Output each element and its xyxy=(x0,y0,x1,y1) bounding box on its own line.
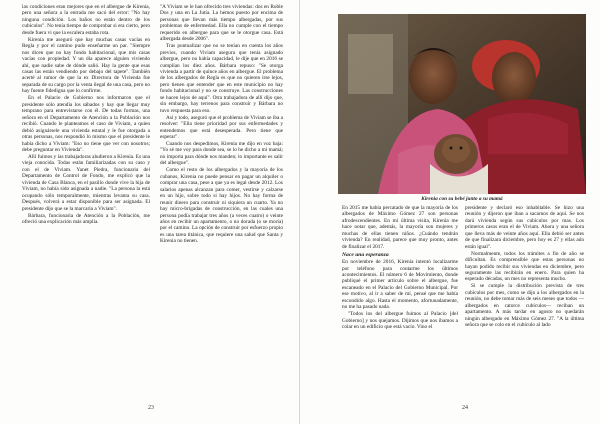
paragraph: Así y todo, aseguró que el problema de Viviam se iba a resolver: "Ella tiene prioridad por sus enfermedades y entendemos que está desesperada. Pero tiene que esperar". xyxy=(160,114,283,141)
paragraph: las condiciones eran mejores que en el albergue de Kirenia, pero una señora a la entrada me sacó del error: "No hay ninguna condición. Los baños no están dentro de los cubículos". No tenía tiempo de comprobar si era cierto, pero desde fuera vi que la escalera estaba rota. xyxy=(22,4,150,36)
page-number-right: 24 xyxy=(462,405,468,411)
paragraph: Normalmente, todos los trámites a fin de año se dificultan. Es comprensible que estas personas no hayan podido recibir sus viviendas en diciembre, pero seguramente las recibirán en enero. Para quien ha esperado décadas, un mes no representa mucho. xyxy=(465,250,584,283)
photo-image xyxy=(338,14,586,194)
page-number-left: 23 xyxy=(148,405,154,411)
right-column-1 xyxy=(342,205,458,383)
paragraph: presidente y declaró eso inhabitable. Se hizo una reunión y dijeron que iban a sacarnos de aquí. Se nos dará vivienda según sus cubículos por mas. Los primeros casos eran el de Viviam. Ahora y una señora que lleva más de veinte años aquí. Ella debió ser antes de que finalizara diciembre, pero hoy es 27 y ellas aún están igual". xyxy=(465,205,584,250)
right-column-2 xyxy=(465,205,584,383)
paragraph: Tras puntualizar que no se tenían en cuenta los años previos, cuando Viviam asegura que tenía asignado albergue, pero no había capacidad, le dije que en 2016 se cumplían los diez años. Bárbara repuso: "Se otorga vivienda a partir de quince años en albergue. El problema de los albergados de Regla es que no quieren irse lejos, pero tienen que entender que en este municipio no hay fondo habitacional y no se construye. Las construcciones se hacen lejos de aquí". Otra trabajadora de allí dijo que, sin embargo, hay terrenos para construir y Bárbara no tuvo respuesta para eso. xyxy=(160,43,283,114)
photo-kirenia-baby-mother xyxy=(338,14,586,194)
paragraph: En el Palacio de Gobierno nos informaron que el presidente sólo atendía los sábados y hay que llegar muy temprano para entrevistarse con él. De todas formas, una señora en el Departamento de Atención a la Población nos recibió. Cuando le planteamos el caso de Viviam, a quien debió asignársele una vivienda estatal y le fue otorgada a otras personas, nos respondió lo mismo que el presidente le había dicho a Viviam: "Eso no tiene que ver con nosotros; debe preguntar en Vivienda". xyxy=(22,95,150,153)
paragraph: Cuando nos despedimos, Kirenia me dijo en voz baja: "Yo sé me voy para donde sea, se lo he dicho a mi mamá; no importa para dónde nos manden; lo importante es salir del albergue". xyxy=(160,141,283,167)
photo-caption: Kirenia con su bebé junto a su mamá xyxy=(421,196,503,202)
left-column-2 xyxy=(160,4,283,366)
paragraph: Si se cumple la distribución prevista de tres cubículos por mes, como se dijo a los albergados en la reunión, no debe tomar más de seis meses que todos —albergados en catorce cubículos— reciban un apartamento. A más tardar en agosto no quedarán ningún albergado en Máximo Gómez 27. "A la última señora que se colo en el cubículo al lado xyxy=(465,283,584,329)
section-heading: Nace una esperanza xyxy=(342,252,389,259)
left-column-1 xyxy=(22,4,150,366)
paragraph: Allí fuimos y las trabajadoras aludieron a Kirenia. Es una vieja conocida. Todas están familiarizadas con su caso y con el de Viviam. Yanet Piedra, funcionaria del Departamento de Control de Fondo, me explicó que la vivienda de Casa Blanca, en el pasillo donde vive la hija de Viviam, no había sido asignada a nadie. "La persona la está ocupando sólo temporalmente, mientras levanta su casa. Después, volverá a estar disponible para ser asignada. El presidente dijo que se la marcaría a Viviam". xyxy=(22,153,150,212)
paragraph: "A Viviam se le han ofrecido tres viviendas: dos en Roble Dos y una en La Jutía. La hemos puesto por encima de personas que llevan más tiempo albergadas, por sus problemas de enfermedad. Ella no cumple con el tiempo requerido en albergue para que se le otorgue casa. Está albergada desde 2006". xyxy=(160,4,283,43)
paragraph: En 2015 me había percatado de que la mayoría de los albergados de Máximo Gómez 27 son personas afrodescendientes. En mi última visita, Kirenia me hace notar que, además, la mayoría son mujeres y muchas de ellas tienen niños. ¿Cuándo tendrán vivienda? En realidad, parece que muy pronto, antes de finalizar el 2017. xyxy=(342,205,458,250)
paragraph: Bárbara, funcionaria de Atención a la Población, me ofreció una explicación más amplia. xyxy=(22,212,150,225)
paragraph: Kirenia me aseguró que hay muchas casas vacías en Regla y por el camino pudo enseñarme un par. "Siempre nos dicen que no hay fondo habitacional, que mis casas vacías con propiedad. Y un día aparece alguien viviendo ahí, que nadie sabe de dónde salió. Hay la gente que esas casas las están vendiendo por debajo del tapete". También acerté al rumor de que la ex Directora de Vivienda fue separada de su cargo por la venta ilegal de una casa, pero no hay fuente fidedigna que lo confirme. xyxy=(22,36,150,95)
paragraph: Como el resto de los albergados y la mayoría de los cubanos, Kirenia no puede pensar en pagar un alquiler o comprar una casa, pese a que ya es legal desde 2012. Los salarios apenas alcanzan para comer, vestirse y calzarse en un hijo, sobre todo si hay hijos. No hay forma de reunir dinero para construir ni siquiera un cuarto. Ya no hay micro-brigadas de construcción, en las cuales una persona podía trabajar tres años (a veces cuatro) o veinte años en recibir un apartamento, o no dorada (o se moría) por el camino. La opción de construir por esfuerzo propio es una tarea titánica, que requiere una salud que Santa y Kirenia no tienen. xyxy=(160,167,283,245)
paragraph: En noviembre de 2016, Kirenia intentó localizarme por teléfono para contarme los últimos acontecimientos. El número 6 de Movimiento, donde publiqué el primer artículo sobre el albergue, fue escaneado en el Palacio del Gobierno Municipal. Por ese motivo, al ir a saber de mí, pensé que me había escondido algo. Hasta el momento, afortunadamente, no me ha pasado nada. xyxy=(342,259,458,311)
paragraph: "Todos los del albergue fuimos al Palacio [del Gobierno] y nos quejamos. Dijimos que nos íbamos a colar en un edificio que está vacío. Vino el xyxy=(342,311,458,331)
